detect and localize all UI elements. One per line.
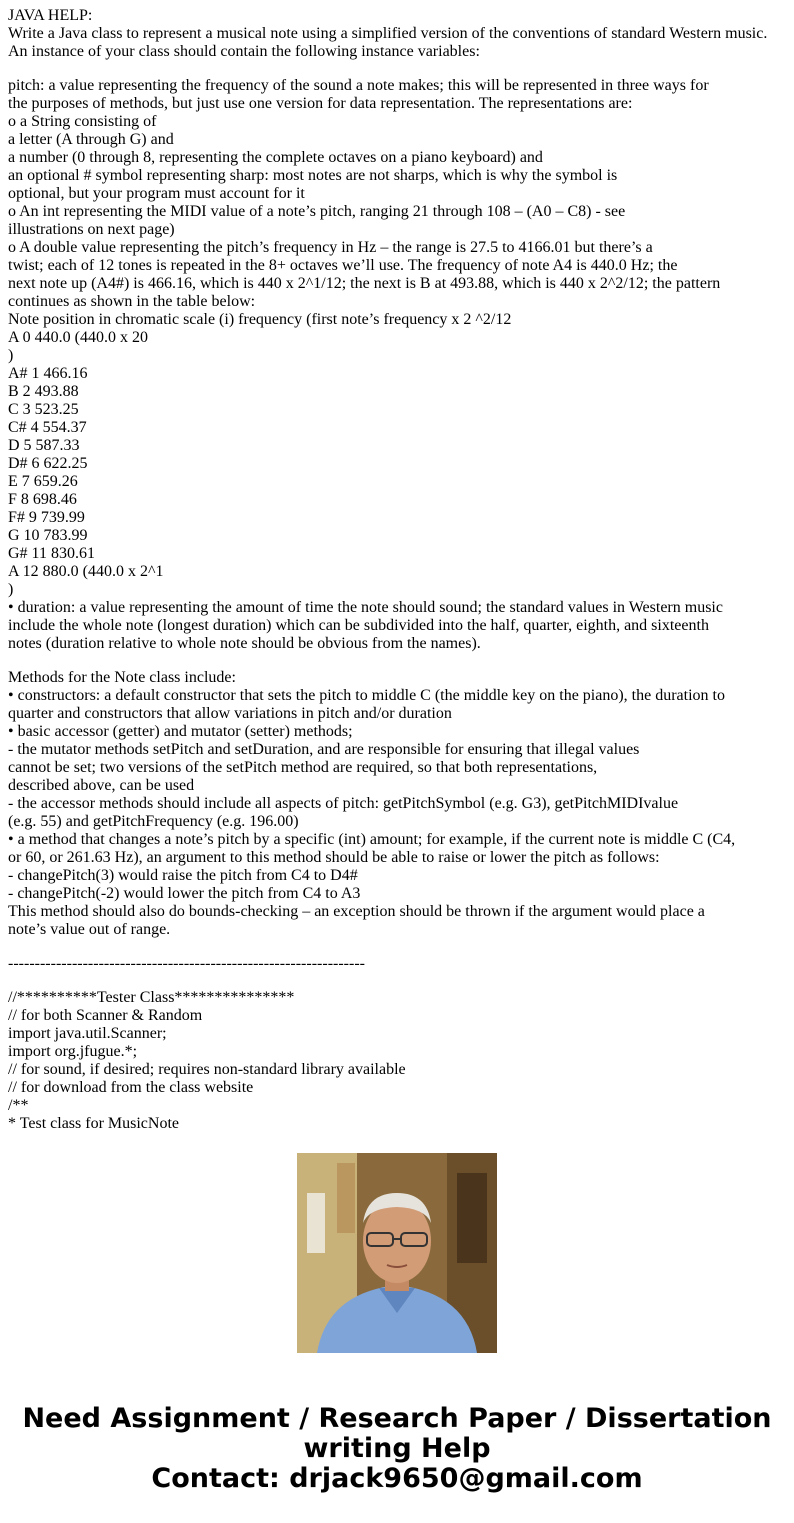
duration-line: notes (duration relative to whole note should be obvious from the names). <box>8 635 481 652</box>
duration-line: include the whole note (longest duration) which can be subdivided into the half, quarter, eighth, and sixteenth <box>8 617 709 634</box>
table-row: C 3 523.25 <box>8 401 79 418</box>
code-line: import org.jfugue.*; <box>8 1043 138 1060</box>
methods-line: - the mutator methods setPitch and setDuration, and are responsible for ensuring that illegal values <box>8 741 640 758</box>
table-row: G# 11 830.61 <box>8 545 95 562</box>
code-line: // for sound, if desired; requires non-standard library available <box>8 1061 406 1078</box>
table-row: B 2 493.88 <box>8 383 79 400</box>
table-row: ) <box>8 347 14 364</box>
methods-line: This method should also do bounds-checking – an exception should be thrown if the argument would place a <box>8 903 705 920</box>
pitch-line: a number (0 through 8, representing the complete octaves on a piano keyboard) and <box>8 149 543 166</box>
table-row: A 0 440.0 (440.0 x 20 <box>8 329 148 346</box>
code-line: import java.util.Scanner; <box>8 1025 167 1042</box>
code-line: * Test class for MusicNote <box>8 1115 179 1132</box>
code-line: /** <box>8 1097 29 1114</box>
separator-line: ------------------------------------------------------------------- <box>8 955 365 972</box>
methods-line: - changePitch(-2) would lower the pitch from C4 to A3 <box>8 885 361 902</box>
table-header: Note position in chromatic scale (i) frequency (first note’s frequency x 2 ^2/12 <box>8 311 512 328</box>
intro-line: An instance of your class should contain the following instance variables: <box>8 43 480 60</box>
table-row: A 12 880.0 (440.0 x 2^1 <box>8 563 164 580</box>
pitch-line: o An int representing the MIDI value of a note’s pitch, ranging 21 through 108 – (A0 – C8) - see <box>8 203 626 220</box>
table-row: F 8 698.46 <box>8 491 77 508</box>
intro-line: Write a Java class to represent a musical note using a simplified version of the conventions of standard Western music. <box>8 25 768 42</box>
pitch-line: pitch: a value representing the frequency of the sound a note makes; this will be represented in three ways for <box>8 77 709 94</box>
methods-line: quarter and constructors that allow variations in pitch and/or duration <box>8 705 452 722</box>
methods-line: - changePitch(3) would raise the pitch from C4 to D4# <box>8 867 358 884</box>
table-row: D 5 587.33 <box>8 437 80 454</box>
code-line: // for download from the class website <box>8 1079 254 1096</box>
pitch-line: illustrations on next page) <box>8 221 175 238</box>
methods-line: described above, can be used <box>8 777 195 794</box>
methods-line: • basic accessor (getter) and mutator (setter) methods; <box>8 723 353 740</box>
person-photo-icon <box>297 1153 497 1353</box>
methods-line: note’s value out of range. <box>8 921 171 938</box>
duration-line: • duration: a value representing the amount of time the note should sound; the standard values in Western music <box>8 599 723 616</box>
methods-line: • a method that changes a note’s pitch by a specific (int) amount; for example, if the current note is middle C (C4, <box>8 831 736 848</box>
methods-line: (e.g. 55) and getPitchFrequency (e.g. 196.00) <box>8 813 299 830</box>
pitch-line: twist; each of 12 tones is repeated in the 8+ octaves we’ll use. The frequency of note A4 is 440.0 Hz; the <box>8 257 678 274</box>
methods-line: or 60, or 261.63 Hz), an argument to this method should be able to raise or lower the pitch as follows: <box>8 849 660 866</box>
table-row: C# 4 554.37 <box>8 419 87 436</box>
methods-line: • constructors: a default constructor that sets the pitch to middle C (the middle key on the piano), the duration to <box>8 687 725 704</box>
table-row: A# 1 466.16 <box>8 365 88 382</box>
code-line: //**********Tester Class*************** <box>8 989 295 1006</box>
document-body <box>8 7 788 1132</box>
pitch-line: an optional # symbol representing sharp: most notes are not sharps, which is why the symbol is <box>8 167 618 184</box>
author-portrait <box>297 1153 497 1353</box>
pitch-line: optional, but your program must account for it <box>8 185 305 202</box>
document-heading: JAVA HELP: <box>8 7 93 24</box>
pitch-line: the purposes of methods, but just use one version for data representation. The representations are: <box>8 95 633 112</box>
pitch-line: a letter (A through G) and <box>8 131 174 148</box>
table-row: G 10 783.99 <box>8 527 88 544</box>
promo-line: Need Assignment / Research Paper / Dissertation <box>22 1403 772 1434</box>
pitch-line: o a String consisting of <box>8 113 157 130</box>
table-row: E 7 659.26 <box>8 473 78 490</box>
methods-line: cannot be set; two versions of the setPitch method are required, so that both representations, <box>8 759 598 776</box>
methods-line: Methods for the Note class include: <box>8 669 236 686</box>
methods-line: - the accessor methods should include all aspects of pitch: getPitchSymbol (e.g. G3), getPitchMIDIvalue <box>8 795 679 812</box>
pitch-line: continues as shown in the table below: <box>8 293 256 310</box>
pitch-line: next note up (A4#) is 466.16, which is 440 x 2^1/12; the next is B at 493.88, which is 440 x 2^2/12; the pattern <box>8 275 721 292</box>
table-row: F# 9 739.99 <box>8 509 85 526</box>
pitch-line: o A double value representing the pitch’s frequency in Hz – the range is 27.5 to 4166.01 but there’s a <box>8 239 653 256</box>
table-row: ) <box>8 581 14 598</box>
code-line: // for both Scanner & Random <box>8 1007 203 1024</box>
table-row: D# 6 622.25 <box>8 455 88 472</box>
promo-banner <box>0 1404 794 1494</box>
promo-contact: Contact: drjack9650@gmail.com <box>151 1463 643 1494</box>
promo-line: writing Help <box>303 1433 491 1464</box>
